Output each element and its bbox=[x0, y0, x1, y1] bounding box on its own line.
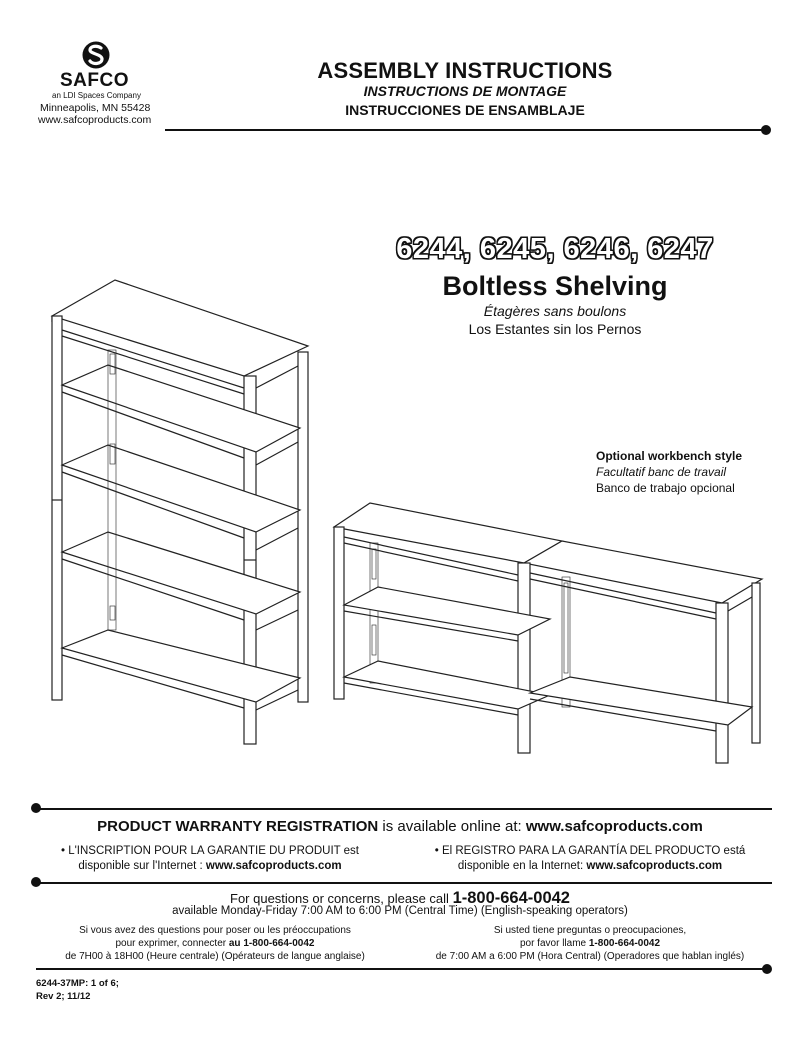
warranty-fr bbox=[40, 844, 380, 874]
page-title-fr: INSTRUCTIONS DE MONTAGE bbox=[363, 83, 567, 99]
warranty-es-line1: • El REGISTRO PARA LA GARANTÍA DEL PRODUCTO está bbox=[434, 845, 746, 857]
warranty-line bbox=[30, 818, 770, 835]
page-title: ASSEMBLY INSTRUCTIONS bbox=[317, 58, 613, 83]
contact-es-line1: Si usted tiene preguntas o preocupaciones, bbox=[493, 925, 687, 936]
product-name-fr: Étagères sans boulons bbox=[483, 303, 627, 319]
warranty-fr-line1: • L'INSCRIPTION POUR LA GARANTIE DU PRODUIT est bbox=[60, 845, 360, 857]
contact-es-phone[interactable]: 1-800-664-0042 bbox=[588, 938, 661, 949]
header-rule-dot bbox=[761, 125, 771, 135]
warranty-rule-dot-top bbox=[31, 803, 41, 813]
contact-es-line2 bbox=[400, 937, 780, 950]
footer-rule bbox=[36, 968, 766, 970]
safco-logo-mark bbox=[82, 40, 110, 70]
warranty-es-url[interactable]: www.safcoproducts.com bbox=[586, 860, 723, 872]
contact-call-text: For questions or concerns, please call bbox=[230, 891, 453, 906]
product-name: Boltless Shelving bbox=[442, 271, 668, 301]
warranty-rule-dot-bottom bbox=[31, 877, 41, 887]
warranty-fr-url[interactable]: www.safcoproducts.com bbox=[205, 860, 342, 872]
logo-wordmark: SAFCO bbox=[60, 70, 129, 91]
warranty-rest: is available online at: bbox=[378, 818, 526, 835]
shelf-unit-illustration bbox=[48, 270, 313, 750]
workbench-illustration bbox=[330, 495, 765, 770]
warranty-rule-top bbox=[36, 808, 772, 810]
contact-es-line2-text: por favor llame bbox=[519, 938, 589, 949]
warranty-fr-line2-text: disponible sur l'Internet : bbox=[78, 860, 206, 872]
page-title-es: INSTRUCCIONES DE ENSAMBLAJE bbox=[345, 102, 585, 118]
warranty-es-line2 bbox=[410, 859, 770, 874]
warranty-rule-bottom bbox=[36, 882, 772, 884]
contact-fr-line3: de 7H00 à 18H00 (Heure centrale) (Opérateurs de langue anglaise) bbox=[65, 951, 365, 962]
doc-id: 6244-37MP: 1 of 6; bbox=[36, 978, 119, 989]
contact-phone[interactable]: 1-800-664-0042 bbox=[452, 889, 570, 907]
company-address: Minneapolis, MN 55428 bbox=[40, 102, 151, 114]
contact-es bbox=[400, 924, 780, 963]
contact-hours: available Monday-Friday 7:00 AM to 6:00 PM (Central Time) (English-speaking operators) bbox=[172, 905, 628, 917]
contact-es-line3: de 7:00 AM a 6:00 PM (Hora Central) (Operadores que hablan inglés) bbox=[435, 951, 745, 962]
workbench-label-es: Banco de trabajo opcional bbox=[596, 481, 735, 495]
model-numbers: 6244, 6245, 6246, 6247 bbox=[396, 233, 714, 265]
warranty-lead: PRODUCT WARRANTY REGISTRATION bbox=[97, 818, 379, 835]
contact-fr-line2-text: pour exprimer, connecter bbox=[115, 938, 229, 949]
contact-fr-line1: Si vous avez des questions pour poser ou les préoccupations bbox=[79, 925, 351, 936]
company-website: www.safcoproducts.com bbox=[38, 114, 152, 126]
contact-fr-phone[interactable]: au 1-800-664-0042 bbox=[228, 938, 315, 949]
warranty-url[interactable]: www.safcoproducts.com bbox=[525, 818, 703, 835]
logo-tagline: an LDI Spaces Company bbox=[52, 91, 141, 100]
workbench-label-fr: Facultatif banc de travail bbox=[596, 465, 727, 479]
product-name-es: Los Estantes sin los Pernos bbox=[468, 321, 642, 337]
header-rule bbox=[165, 129, 765, 131]
contact-fr-line2 bbox=[20, 937, 410, 950]
warranty-es-line2-text: disponible en la Internet: bbox=[457, 860, 587, 872]
workbench-label-en: Optional workbench style bbox=[596, 449, 743, 463]
footer-rule-dot bbox=[762, 964, 772, 974]
warranty-fr-line2 bbox=[40, 859, 380, 874]
workbench-label bbox=[596, 448, 742, 464]
contact-fr bbox=[20, 924, 410, 963]
warranty-es bbox=[410, 844, 770, 874]
doc-revision: Rev 2; 11/12 bbox=[36, 991, 91, 1002]
